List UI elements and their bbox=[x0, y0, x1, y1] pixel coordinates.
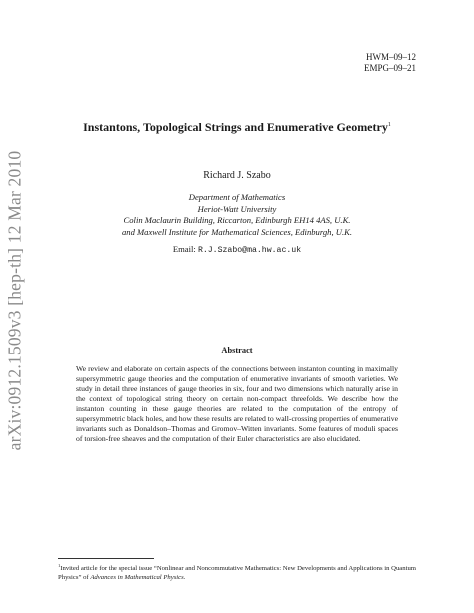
author: Richard J. Szabo bbox=[203, 170, 271, 181]
email-address[interactable]: R.J.Szabo@ma.hw.ac.uk bbox=[197, 246, 302, 255]
footnote-divider bbox=[58, 558, 154, 559]
affiliation-line: Heriot-Watt University bbox=[197, 203, 277, 214]
footnote-text: Invited article for the special issue “Nonlinear and Noncommutative Mathematics: New Developments and Applications in Quantum Physics” of bbox=[58, 565, 416, 581]
report-number: EMPG–09–21 bbox=[363, 63, 416, 73]
title-text: Instantons, Topological Strings and Enumerative Geometry bbox=[83, 120, 388, 134]
arxiv-stamp bbox=[2, 150, 28, 450]
footnote-mark: 1 bbox=[58, 563, 61, 568]
footnote-end: . bbox=[183, 573, 186, 581]
report-numbers bbox=[364, 52, 416, 74]
email-label: Email: bbox=[172, 244, 198, 254]
footnote-journal: Advances in Mathematical Physics bbox=[90, 573, 184, 581]
paper-title bbox=[40, 120, 434, 135]
affiliation-line: Department of Mathematics bbox=[188, 192, 286, 202]
affiliation-line: Colin Maclaurin Building, Riccarton, Edinburgh EH14 4AS, U.K. bbox=[123, 215, 351, 225]
abstract-body: We review and elaborate on certain aspects of the connections between instanton counting in maximally supersymmetric gauge theories and the computation of enumerative invariants of smooth varieties. We study in detail three instances of gauge theories in six, four and two dimensions which naturally arise in the context of topological string theory on certain non-compact threefolds. We describe how the instanton counting in these gauge theories are related to the computation of the entropy of supersymmetric black holes, and how these results are related to wall-crossing properties of enumerative invariants such as Donaldson–Thomas and Gromov–Witten invariants. Some features of moduli spaces of torsion-free sheaves and the computation of their Euler characteristics are also elucidated. bbox=[76, 364, 398, 443]
email-line bbox=[0, 244, 474, 255]
footnote bbox=[58, 562, 416, 582]
title-footnote-mark: 1 bbox=[387, 122, 391, 128]
affiliation-line: and Maxwell Institute for Mathematical Sciences, Edinburgh, U.K. bbox=[121, 226, 352, 237]
report-number: HWM–09–12 bbox=[366, 52, 416, 62]
abstract-heading: Abstract bbox=[221, 346, 253, 355]
affiliation bbox=[40, 192, 434, 238]
arxiv-id: arXiv:0912.1509v3 [hep-th] 12 Mar 2010 bbox=[4, 150, 25, 450]
